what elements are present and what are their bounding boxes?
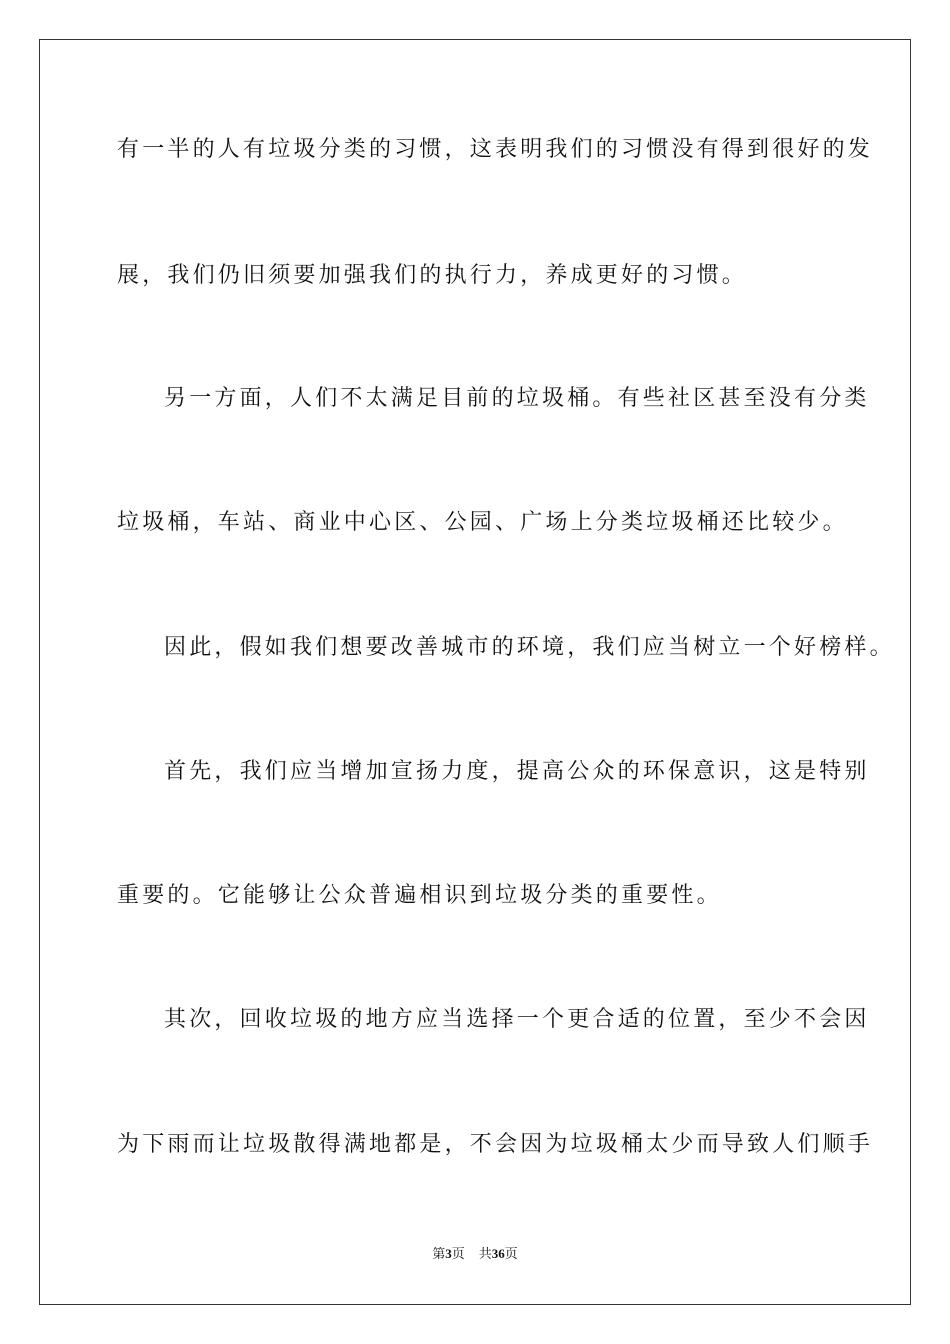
page-border — [39, 39, 911, 1305]
page-label-prefix: 第 — [432, 1247, 446, 1262]
total-label-suffix: 页 — [504, 1247, 518, 1262]
current-page-number: 3 — [445, 1246, 452, 1261]
page-footer — [0, 1246, 950, 1263]
body-text-line: 重要的。它能够让公众普遍相识到垃圾分类的重要性。 — [117, 883, 722, 908]
total-label-prefix: 共 — [478, 1247, 492, 1262]
paragraph-first-line: 首先，我们应当增加宣扬力度，提高公众的环保意识，这是特别 — [164, 759, 870, 784]
body-text-line: 展，我们仍旧须要加强我们的执行力，养成更好的习惯。 — [117, 263, 748, 288]
body-text-line: 垃圾桶，车站、商业中心区、公园、广场上分类垃圾桶还比较少。 — [117, 510, 848, 535]
paragraph-first-line: 因此，假如我们想要改善城市的环境，我们应当树立一个好榜样。 — [164, 635, 895, 660]
paragraph-first-line: 另一方面，人们不太满足目前的垃圾桶。有些社区甚至没有分类 — [164, 386, 870, 411]
body-text-line: 有一半的人有垃圾分类的习惯，这表明我们的习惯没有得到很好的发 — [117, 137, 874, 162]
paragraph-first-line: 其次，回收垃圾的地方应当选择一个更合适的位置，至少不会因 — [164, 1007, 870, 1032]
body-text-line: 为下雨而让垃圾散得满地都是，不会因为垃圾桶太少而导致人们顺手 — [117, 1132, 874, 1157]
total-pages-number: 36 — [491, 1246, 505, 1261]
page-label-suffix: 页 — [451, 1247, 465, 1262]
